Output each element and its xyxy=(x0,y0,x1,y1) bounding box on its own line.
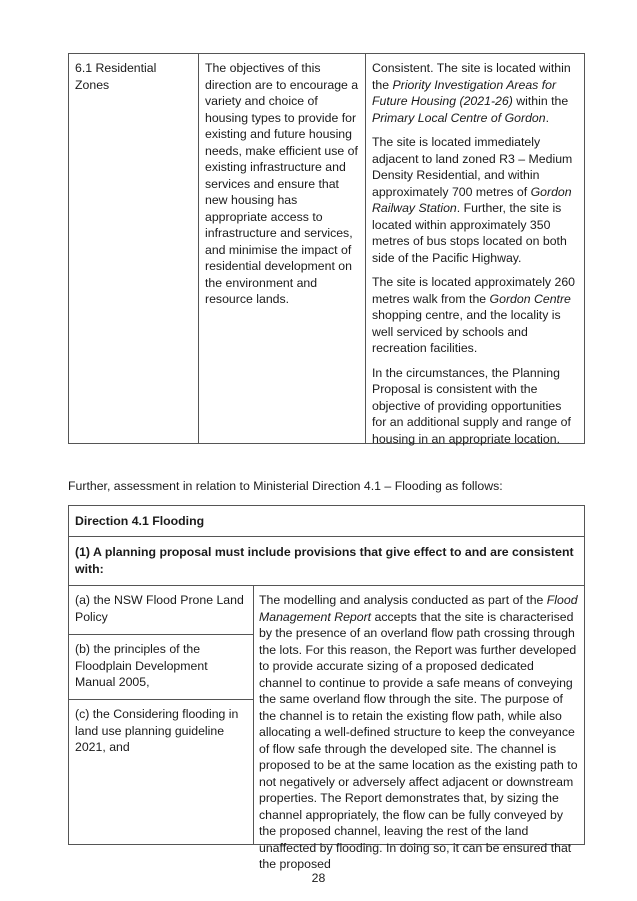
page-number: 28 xyxy=(311,871,326,885)
zone-label: 6.1 Residential Zones xyxy=(75,61,157,92)
flooding-table-heading: Direction 4.1 Flooding xyxy=(69,506,584,537)
consistency-paragraph-4: In the circumstances, the Planning Proposal is consistent with the objective of providing opportunities for an additional supply and range of housing in an appropriate location. xyxy=(372,365,571,446)
requirement-item: (a) the NSW Flood Prone Land Policy xyxy=(69,586,253,635)
consistency-paragraph-3: The site is located approximately 260 metres walk from the Gordon Centre shopping centre, and the locality is well serviced by schools and recreation facilities. xyxy=(372,275,576,355)
intro-text: Further, assessment in relation to Ministerial Direction 4.1 – Flooding as follows: xyxy=(68,479,503,493)
flooding-table-body xyxy=(69,586,584,871)
flooding-table-subheading: (1) A planning proposal must include provisions that give effect to and are consistent with: xyxy=(69,537,584,586)
objective-cell xyxy=(199,54,366,443)
objective-text: The objectives of this direction are to encourage a variety and choice of housing types to provide for existing and future housing needs, make efficient use of existing infrastructure and services and ensure that new housing has appropriate access to infrastructure and services, and minimise the impact of residential development on the environment and resource lands. xyxy=(205,61,359,306)
consistency-cell xyxy=(366,54,584,446)
requirements-column xyxy=(69,586,254,844)
response-column xyxy=(254,586,584,871)
requirement-item: (b) the principles of the Floodplain Development Manual 2005, xyxy=(69,635,253,700)
requirement-item: (c) the Considering flooding in land use planning guideline 2021, and xyxy=(75,707,239,754)
response-text: The modelling and analysis conducted as part of the Flood Management Report accepts that the site is characterised by the presence of an overland flow path crossing through the lots. For this reason, the Report was further developed to provide accurate sizing of a proposed dedicated channel to continue to provide a safe means of conveying the same overland flow through the site. The purpose of the channel is to retain the existing flow path, while also allocating a well-defined structure to keep the conveyance of flow safe through the developed site. The channel is proposed to be at the same location as the existing path to not negatively or adversely affect adjacent or downstream properties. The Report demonstrates that, by sizing the channel appropriately, the flow can be fully conveyed by the proposed channel, leaving the rest of the land unaffected by flooding. In doing so, it can be ensured that the proposed xyxy=(259,593,578,871)
consistency-paragraph-1: Consistent. The site is located within the Priority Investigation Areas for Future Housing (2021-26) within the Primary Local Centre of Gordon. xyxy=(372,61,571,125)
residential-zones-table xyxy=(68,53,585,444)
consistency-paragraph-2: The site is located immediately adjacent to land zoned R3 – Medium Density Residential, and within approximately 700 metres of Gordon Railway Station. Further, the site is located within approximately 350 metres of bus stops located on both side of the Pacific Highway. xyxy=(372,135,573,265)
flooding-table xyxy=(68,505,585,871)
zone-cell xyxy=(69,54,199,443)
